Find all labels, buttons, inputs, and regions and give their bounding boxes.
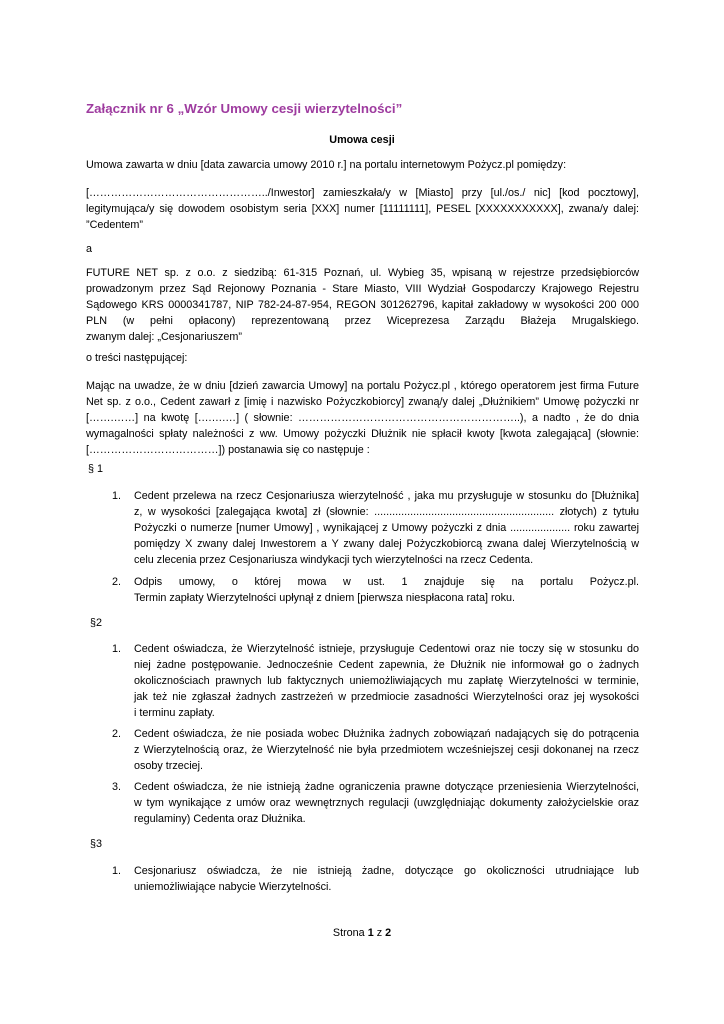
text-line: Odpis umowy, o której mowa w ust. 1 znajduje się na portalu Pożycz.pl.	[134, 576, 639, 588]
text-line: celu zlecenia przez Cesjonariusza windykacji tych wierzytelności na rzecz Cedenta.	[134, 554, 534, 566]
intro-paragraph	[86, 157, 639, 173]
text-line: z Wierzytelnością oraz, że Wierzytelność nie była przedmiotem wcześniejszej cesji dokonanej na rzecz	[134, 744, 639, 756]
annex-heading: Załącznik nr 6 „Wzór Umowy cesji wierzytelności”	[86, 101, 403, 116]
page-footer	[0, 927, 724, 939]
text-line: FUTURE NET sp. z o.o. z siedzibą: 61-315 Poznań, ul. Wybieg 35, wpisaną w rejestrze przedsiębiorców	[86, 267, 639, 279]
text-line: Mając na uwadze, że w dniu [dzień zawarcia Umowy] na portalu Pożycz.pl , którego operatorem jest firma Future	[86, 380, 639, 392]
text-line: Sądowego KRS 0000341787, NIP 782-24-87-954, REGON 301262796, kapitał zakładowy w wysokości 200 000	[86, 299, 639, 311]
text-line: PLN (w pełni opłacony) reprezentowaną przez Wiceprezesa Zarządu Błażeja Mrugalskiego.	[86, 315, 639, 327]
text-line: zwanym dalej: „Cesjonariuszem”	[86, 331, 243, 343]
current-page-number: 1	[367, 927, 374, 939]
text-line: Cedent przelewa na rzecz Cesjonariusza wierzytelność , jaka mu przysługuje w stosunku do [Dłużnika]	[134, 490, 639, 502]
text-line: Cesjonariusz oświadcza, że nie istnieją żadne, dotyczące go okoliczności utrudniające lub	[134, 865, 639, 877]
text-line: legitymująca/y się dowodem osobistym seria [XXX] numer [11111111], PESEL [XXXXXXXXXXX], zwana/y dalej:	[86, 203, 639, 215]
recital-paragraph	[86, 378, 639, 458]
text-line: wymagalności spłaty należności z ww. Umowy pożyczki Dłużnik nie spłacił kwoty [kwota zalegająca] (słownie:	[86, 428, 639, 440]
party-cessionary-paragraph	[86, 265, 639, 345]
party-cedent-paragraph	[86, 185, 639, 233]
item-number: 1.	[112, 490, 122, 502]
and-conjunction	[86, 241, 639, 257]
text-line: Cedent oświadcza, że nie istnieją żadne ograniczenia prawne dotyczące przeniesienia Wierzytelności,	[134, 781, 639, 793]
text-line: o treści następującej:	[86, 352, 188, 364]
text-line: Termin zapłaty Wierzytelności upłynął z dniem [pierwsza niespłacona rata] roku.	[134, 592, 516, 604]
item-number: 2.	[112, 728, 122, 740]
text-line: i terminu zapłaty.	[134, 707, 215, 719]
text-line: osoby trzeciej.	[134, 760, 204, 772]
text-line: […….……] na kwotę [….….…] ( słownie: ……………………………………………………..), a nadto , że do dnia	[86, 412, 639, 424]
text-line: niej żadne postępowanie. Jednocześnie Cedent zapewnia, że Dłużnik nie informował go o żadnych	[134, 659, 639, 671]
text-line: a	[86, 243, 93, 255]
text-line: Cedent oświadcza, że nie posiada wobec Dłużnika żadnych zobowiązań nadających się do potrącenia	[134, 728, 639, 740]
text-line: […………………………………………../Inwestor] zamieszkała/y w [Miasto] przy [ul./os./ nic] [kod pocztowy],	[86, 187, 639, 199]
text-line: prowadzonym przez Sąd Rejonowy Poznania - Stare Miasto, VIII Wydział Gospodarczy Krajowego Rejestru	[86, 283, 639, 295]
text-line: ”Cedentem”	[86, 219, 144, 231]
text-line: okolicznościach prawnych lub faktycznych uniemożliwiających mu zapłatę Wierzytelności w terminie,	[134, 675, 639, 687]
section-2-label: §2	[90, 617, 103, 629]
item-number: 1.	[112, 643, 122, 655]
section-3-label: §3	[90, 838, 103, 850]
text-line: Pożyczki o numerze [numer Umowy] , wynikającej z Umowy pożyczki z dnia .................... roku zawartej	[134, 522, 639, 534]
item-number: 3.	[112, 781, 122, 793]
contract-title: Umowa cesji	[329, 134, 395, 146]
text-line: w tym wynikające z umów oraz wewnętrznych regulacji (uwzględniając dokumenty założycielskie oraz	[134, 797, 639, 809]
text-line: z, w wysokości [zalegająca kwota] zł (słownie: ............................................................ złotych) z tytułu	[134, 506, 639, 518]
text-line: uniemożliwiające nabycie Wierzytelności.	[134, 881, 332, 893]
item-number: 2.	[112, 576, 122, 588]
text-line: Umowa zawarta w dniu [data zawarcia umowy 2010 r.] na portalu internetowym Pożycz.pl pomiędzy:	[86, 159, 567, 171]
footer-separator: z	[376, 927, 383, 939]
text-line: pomiędzy X zwany dalej Inwestorem a Y zwany dalej Pożyczkobiorcą zwana dalej Wierzytelnością w	[134, 538, 639, 550]
item-number: 1.	[112, 865, 122, 877]
footer-label: Strona	[332, 927, 365, 939]
section-1-label: § 1	[88, 463, 104, 475]
text-line: [………………………………]) postanawia się co następuje :	[86, 444, 370, 456]
text-line: Net sp. z o.o., Cedent zawarł z [imię i nazwisko Pożyczkobiorcy] zwaną/y dalej „Dłużnikiem” Umowę pożyczki nr	[86, 396, 639, 408]
total-pages-number: 2	[385, 927, 392, 939]
text-line: Cedent oświadcza, że Wierzytelność istnieje, przysługuje Cedentowi oraz nie toczy się w stosunku do	[134, 643, 639, 655]
text-line: jak też nie zgłaszał żadnych zastrzeżeń w przedmiocie zasadności Wierzytelności oraz jej wysokości	[134, 691, 639, 703]
text-line: regulaminy) Cedenta oraz Dłużnika.	[134, 813, 306, 825]
content-intro	[86, 350, 639, 366]
